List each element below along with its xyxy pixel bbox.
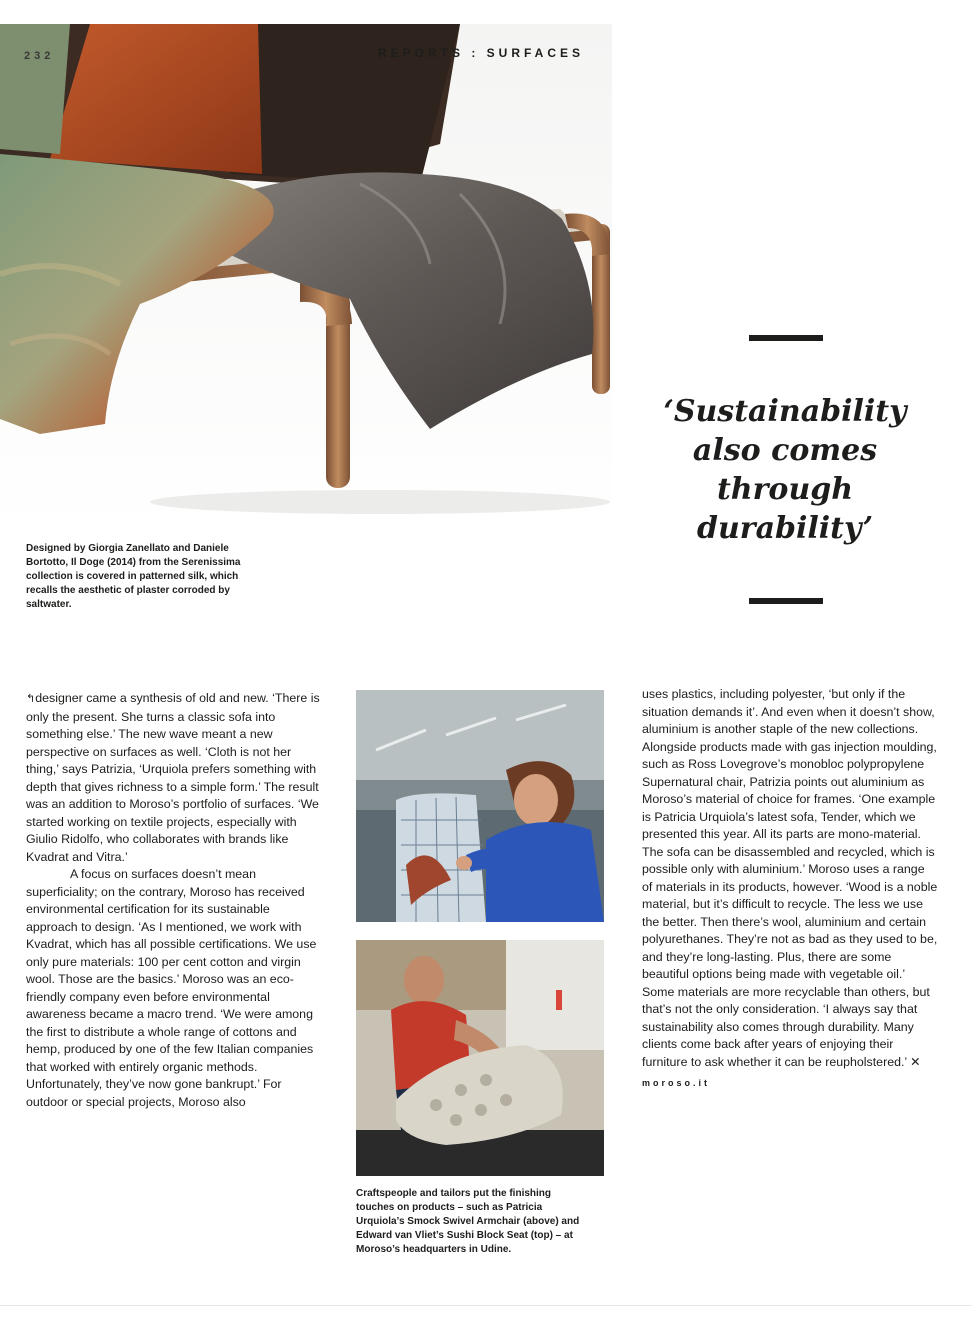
pullquote: ‘Sustainability also comes through durability’ xyxy=(663,394,907,546)
hero-sofa-photo xyxy=(0,24,612,529)
end-mark-icon: ✕ xyxy=(910,1054,921,1069)
continued-arrow-icon: ↰ xyxy=(26,693,36,705)
article-paragraph: A focus on surfaces doesn’t mean superficiality; on the contrary, Moroso has received environmental certification for its sustainable approach to design. ‘As I mentioned, we work with Kvadrat, which has all possible certifications. We use only pure materials: 100 per cent cotton and virgin wool. Those are the basics.’ Moroso was an eco-friendly company even before environmental awareness became a macro trend. ‘We were among the first to distribute a whole range of cottons and hemp, produced by one of the few Italian companies that worked with entirely organic methods. Unfortunately, they’ve now gone bankrupt.’ For outdoor or special projects, Moroso also xyxy=(26,867,317,1109)
article-paragraph xyxy=(26,690,322,866)
upholsterer-photo xyxy=(356,940,604,1176)
seamstress-photo xyxy=(356,690,604,922)
hero-caption: Designed by Giorgia Zanellato and Daniele Bortotto, Il Doge (2014) from the Serenissima collection is covered in patterned silk, which recalls the aesthetic of plaster corroded by saltwater. xyxy=(26,543,241,610)
article-paragraph xyxy=(642,686,938,1071)
magazine-page xyxy=(0,24,972,1306)
article-column-left xyxy=(26,690,322,1111)
running-head: REPORTS : SURFACES xyxy=(378,46,585,60)
article-column-right xyxy=(642,686,938,1093)
pullquote-rule-bottom xyxy=(749,598,823,604)
photos-caption: Craftspeople and tailors put the finishing touches on products – such as Patricia Urquiola’s Smock Swivel Armchair (above) and Edward van Vliet’s Sushi Block Seat (top) – at Moroso’s headquarters in Udine. xyxy=(356,1188,580,1255)
page-number: 232 xyxy=(24,50,55,62)
paragraph-text: uses plastics, including polyester, ‘but only if the situation demands it’. And even when it doesn’t show, aluminium is another staple of the new collections. Alongside products made with gas injection moulding, such as Ross Lovegrove’s monobloc polypropylene Supernatural chair, Patrizia points out aluminium as Moroso’s material of choice for frames. ‘One example is Patricia Urquiola’s latest sofa, Tender, which we presented this year. All its parts are mono-material. The sofa can be disassembled and recycled, which is possible only with aluminium.’ Moroso uses a range of materials in its products, however. ‘Wood is a noble material, but it’s difficult to recycle. The less we use the better. Then there’s wool, aluminium and certain polyurethanes. They’re not as bad as they used to be, and they’re long-lasting. Plus, there are some beautiful options being made with vegetable oil.’ Some materials are more recyclable than others, but that’s not the only consideration. ‘I always say that sustainability also comes through durability. Many clients come back after years of enjoying their furniture to ask whether it can be reupholstered.’ xyxy=(642,687,938,1069)
website-credit: moroso.it xyxy=(642,1078,711,1088)
pullquote-rule-top xyxy=(749,335,823,341)
paragraph-text: designer came a synthesis of old and new. ‘There is only the present. She turns a classic sofa into something else.’ The new wave meant a new perspective on surfaces as well. ‘Cloth is not her thing,’ says Patrizia, ‘Urquiola prefers something with depth that gives richness to a simple form.’ The result was an addition to Moroso’s portfolio of surfaces. ‘We started working on textile projects, especially with Giulio Ridolfo, who collaborates with brands like Kvadrat and Vitra.’ xyxy=(26,691,320,864)
